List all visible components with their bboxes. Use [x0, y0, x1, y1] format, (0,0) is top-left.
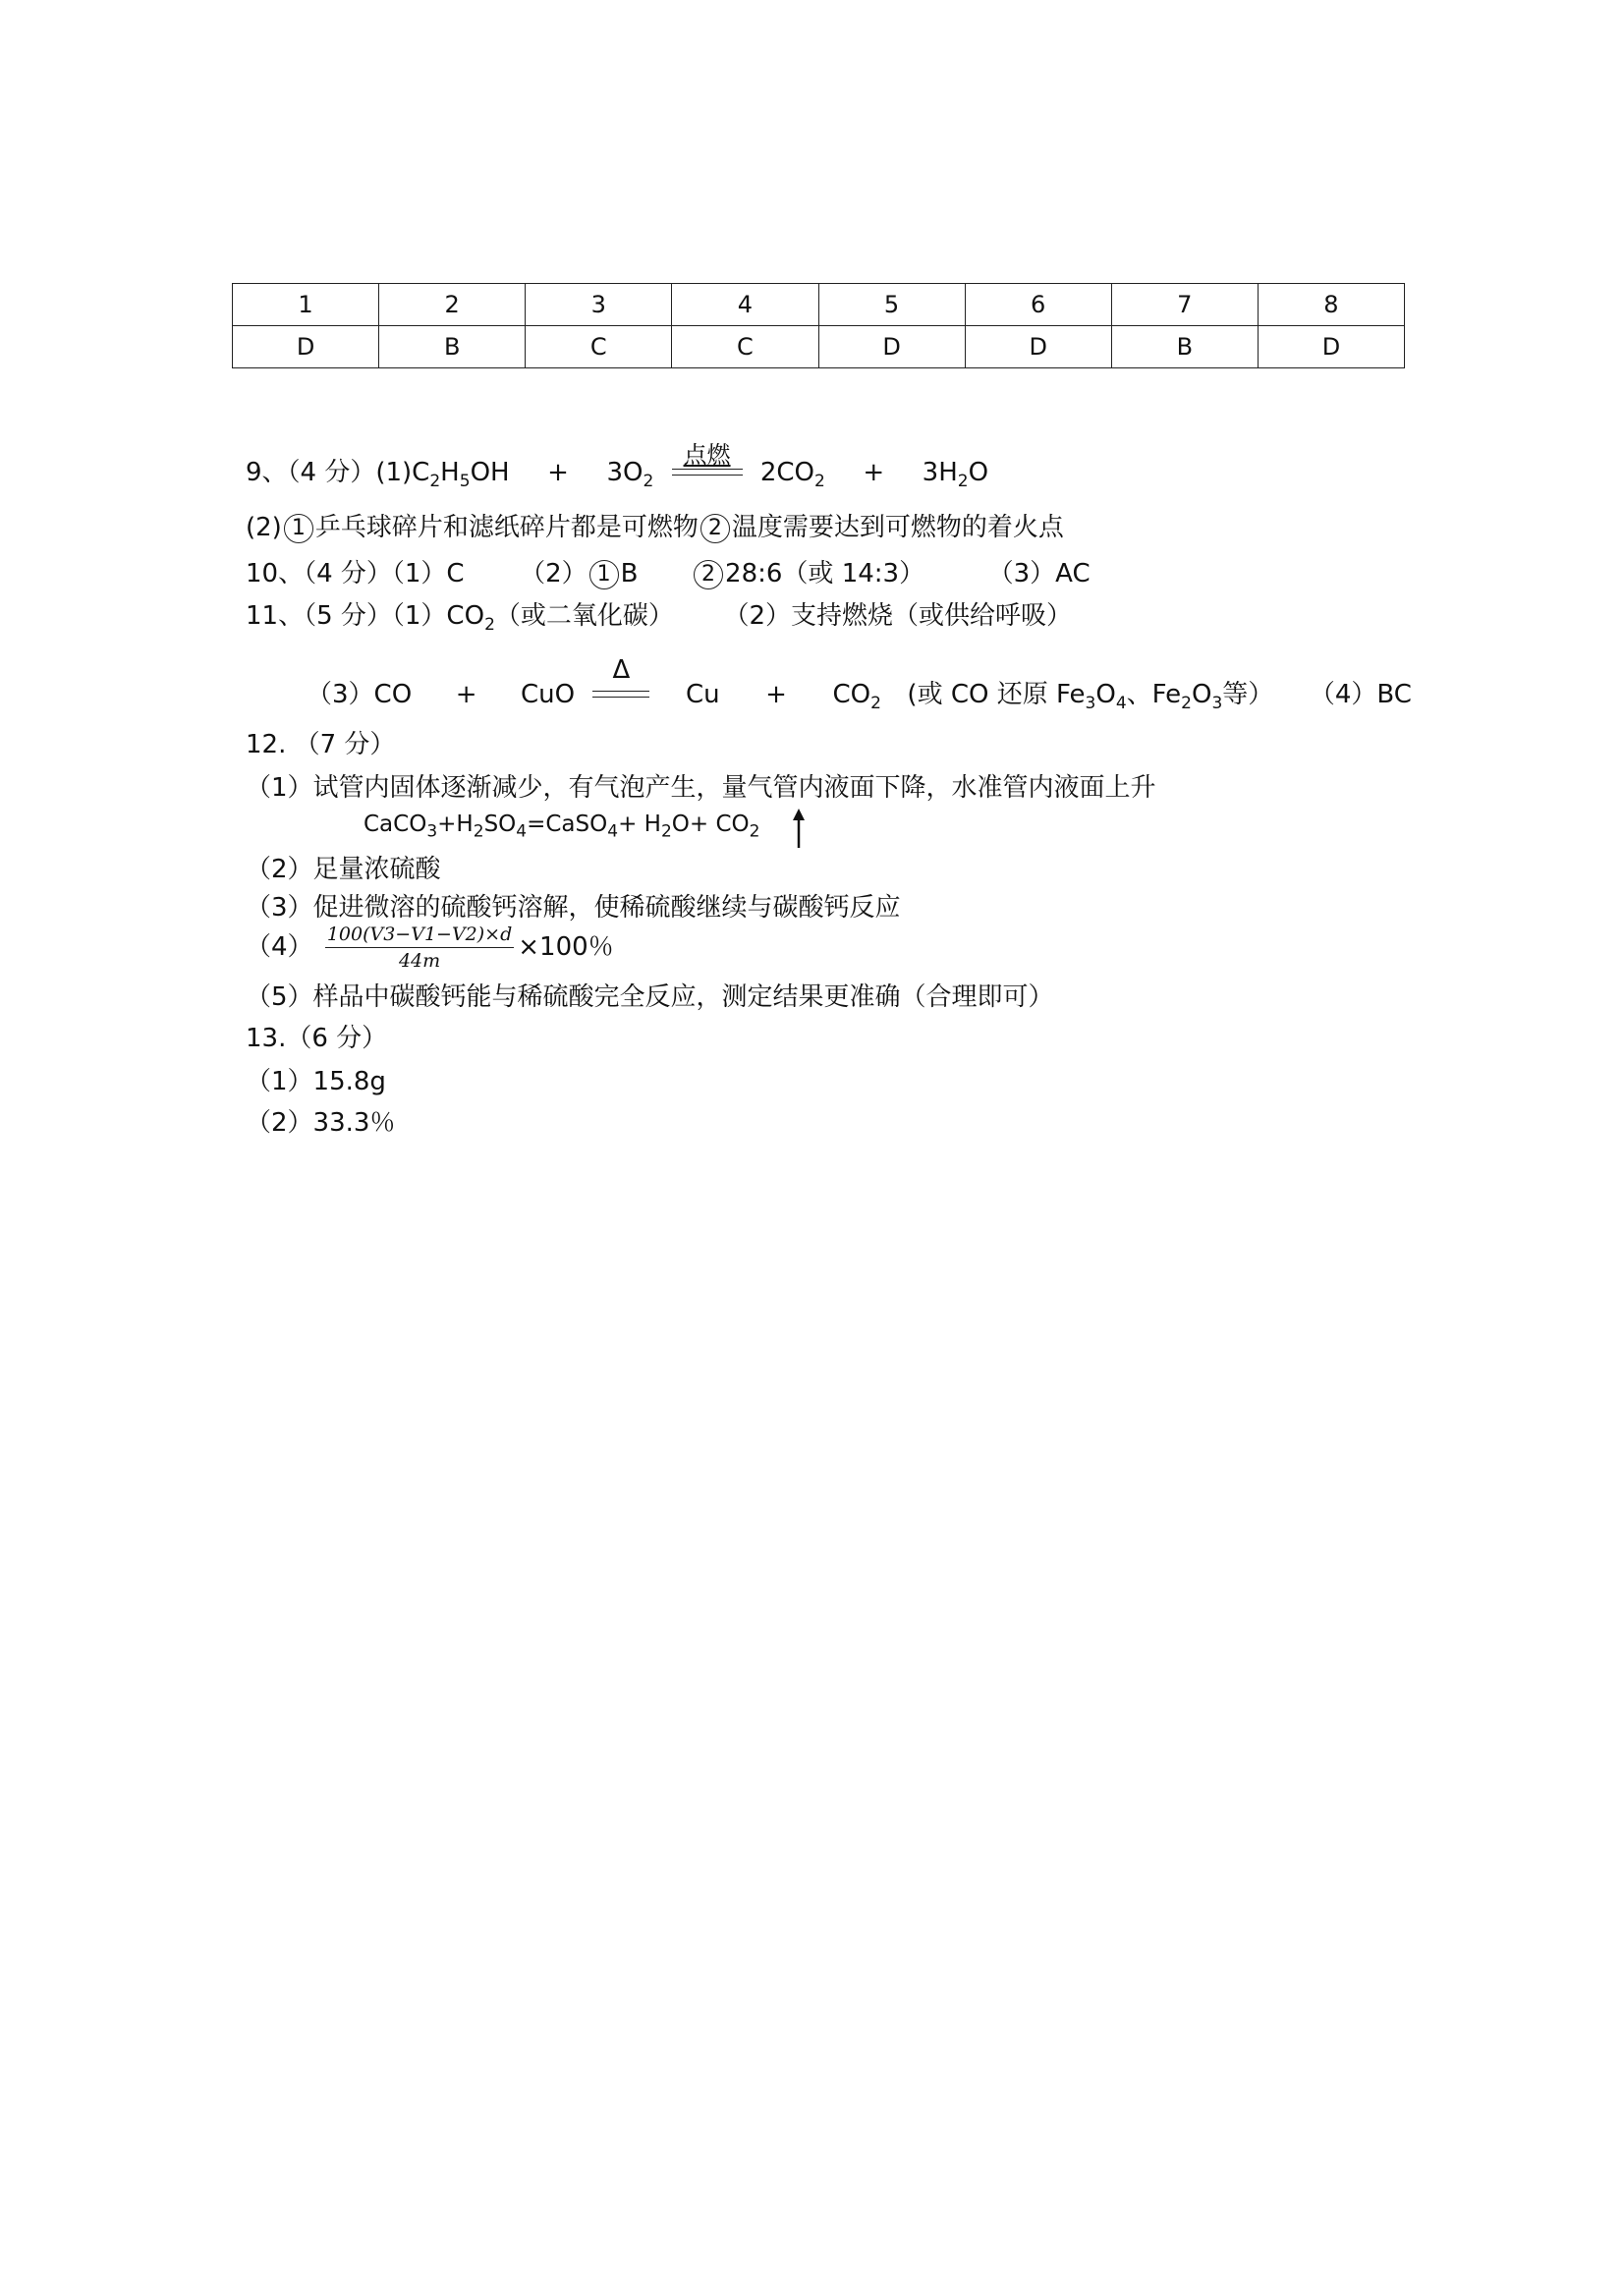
table-row-answers: [233, 326, 1405, 368]
table-cell-number: 8: [1258, 284, 1404, 326]
circled-number: 2: [694, 560, 723, 589]
q13-line2: （2）33.3％: [246, 1108, 396, 1138]
condition-label: Δ: [612, 654, 631, 685]
table-cell-number: 2: [379, 284, 526, 326]
table-cell-answer: D: [1258, 326, 1404, 368]
table-cell-answer: C: [526, 326, 672, 368]
table-cell-number: 6: [965, 284, 1111, 326]
table-cell-answer: D: [233, 326, 379, 368]
answer-table: [232, 283, 1405, 368]
fraction-numerator: 100(V3−V1−V2)×d: [325, 924, 514, 948]
formula-fraction: [325, 924, 514, 972]
table-row-numbers: [233, 284, 1405, 326]
table-cell-number: 4: [672, 284, 818, 326]
q13-line1: （1）15.8g: [246, 1067, 386, 1096]
circled-number: 1: [589, 560, 619, 589]
condition-label: 点燃: [683, 440, 731, 469]
q11-line2: （3）CO + CuO Δ $Cu + CO_2$ (或 CO 还原 $Fe_3O_4$、$Fe_2O_3$等） （4）BC: [307, 654, 1412, 714]
q12-equation: $CaCO_3+H_2SO_4=CaSO_4+ H_2O+ CO_2$: [364, 812, 760, 842]
q12-line5: （5）样品中碳酸钙能与稀硫酸完全反应，测定结果更准确（合理即可）: [246, 982, 1054, 1012]
fraction-denominator: 44m: [398, 950, 441, 972]
q13-head: 13.（6 分）: [246, 1024, 388, 1053]
table-cell-answer: B: [1111, 326, 1258, 368]
table-cell-answer: B: [379, 326, 526, 368]
q12-head: 12. （7 分）: [246, 730, 396, 759]
gas-arrow-icon: [791, 809, 807, 848]
q12-line2: （2）足量浓硫酸: [246, 855, 441, 884]
table-cell-answer: D: [965, 326, 1111, 368]
q12-line3: （3）促进微溶的硫酸钙溶解，使稀硫酸继续与碳酸钙反应: [246, 893, 901, 923]
circled-number: 2: [700, 514, 730, 543]
table-cell-number: 1: [233, 284, 379, 326]
q10-line: 10、（4 分）（1）C （2） 1 B 2 28:6（或 14:3） （3）AC: [246, 559, 1091, 588]
q12-line4: （4） $\frac{100(V3-V1-V2)\times d}{44m}$ ×100％: [246, 924, 614, 972]
q12-line1: （1）试管内固体逐渐减少，有气泡产生，量气管内液面下降，水准管内液面上升: [246, 773, 1156, 803]
table-cell-answer: C: [672, 326, 818, 368]
reaction-condition: [672, 440, 743, 488]
reaction-condition: [592, 654, 649, 710]
circled-number: 1: [284, 514, 313, 543]
table-cell-number: 7: [1111, 284, 1258, 326]
q11-line1: 11、（5 分）$(1)CO_2$（或二氧化碳） （2）支持燃烧（或供给呼吸）: [246, 601, 1072, 636]
q9-part2-line: (2) 1 乒乓球碎片和滤纸碎片都是可燃物 2 温度需要达到可燃物的着火点: [246, 513, 1064, 542]
table-cell-number: 3: [526, 284, 672, 326]
table-cell-answer: D: [818, 326, 965, 368]
table-cell-number: 5: [818, 284, 965, 326]
q9-equation-line: 9、（4 分）$(1)C_2H_5OH + 3O_2$ 点燃 $2CO_2 + 3H_2O$: [246, 452, 988, 491]
q9-head: 9、（4 分）(1)C: [246, 458, 430, 487]
